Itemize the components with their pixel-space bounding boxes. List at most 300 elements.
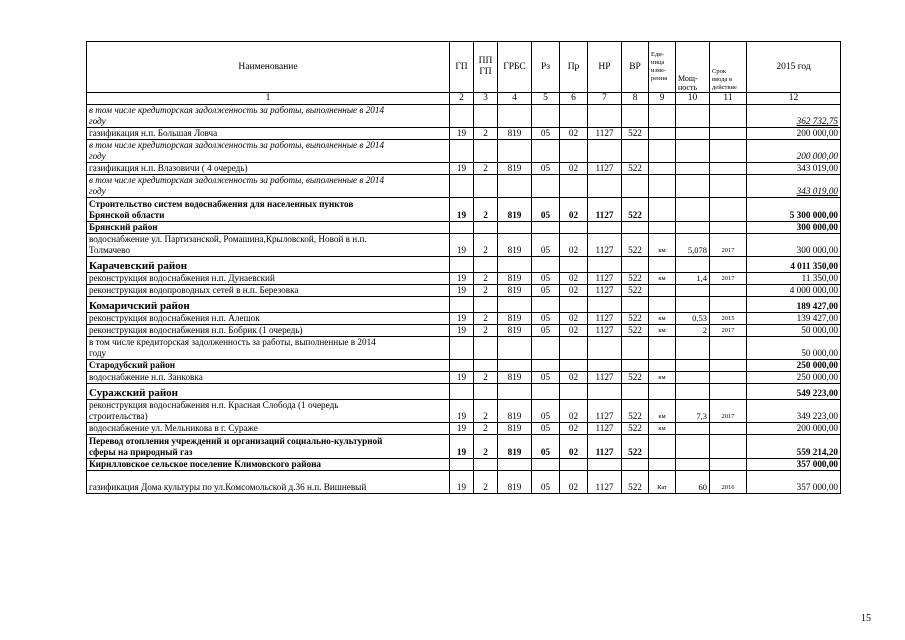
row-gp: 19: [450, 285, 474, 297]
row-gp: [450, 222, 474, 234]
row-rz: 05: [532, 285, 560, 297]
row-ppgp: 2: [474, 128, 498, 140]
row-vr: [622, 297, 649, 313]
row-rz: [532, 459, 560, 471]
row-term: [710, 297, 747, 313]
row-amount: 549 223,00: [747, 384, 841, 400]
row-amount: 559 214,20: [747, 435, 841, 459]
header-term: Срок ввода в действие: [710, 42, 747, 93]
row-rz: 05: [532, 313, 560, 325]
row-amount: 200 000,00: [747, 423, 841, 435]
row-gp: [450, 360, 474, 372]
row-ppgp: 2: [474, 471, 498, 494]
row-gp: 19: [450, 313, 474, 325]
row-rz: [532, 257, 560, 273]
row-nr: 1127: [588, 400, 622, 423]
col-number: 6: [560, 93, 588, 105]
row-ppgp: 2: [474, 285, 498, 297]
row-ppgp: 2: [474, 423, 498, 435]
row-vr: [622, 384, 649, 400]
row-power: 5,078: [676, 234, 710, 257]
row-power: 0,53: [676, 313, 710, 325]
row-ppgp: 2: [474, 400, 498, 423]
row-power: [676, 163, 710, 175]
header-gp: ГП: [450, 42, 474, 93]
row-gp: 19: [450, 273, 474, 285]
row-grbs: [498, 105, 532, 128]
row-unit: км: [649, 325, 676, 337]
row-amount: 349 223,00: [747, 400, 841, 423]
header-pr: Пр: [560, 42, 588, 93]
header-name: Наименование: [87, 42, 450, 93]
row-pr: [560, 297, 588, 313]
row-unit: [649, 435, 676, 459]
row-nr: 1127: [588, 435, 622, 459]
row-term: [710, 435, 747, 459]
row-power: [676, 384, 710, 400]
row-power: [676, 175, 710, 198]
table-row: [87, 384, 841, 400]
row-grbs: 819: [498, 285, 532, 297]
row-grbs: [498, 337, 532, 360]
row-name: Стародубский район: [87, 360, 450, 372]
row-term: [710, 105, 747, 128]
table-row: [87, 163, 841, 175]
row-ppgp: [474, 360, 498, 372]
col-number: 5: [532, 93, 560, 105]
table-row: [87, 435, 841, 459]
row-amount: 200 000,00: [747, 128, 841, 140]
row-grbs: 819: [498, 423, 532, 435]
row-term: [710, 257, 747, 273]
row-amount: 50 000,00: [747, 337, 841, 360]
row-term: [710, 285, 747, 297]
row-rz: 05: [532, 273, 560, 285]
row-unit: [649, 105, 676, 128]
row-ppgp: [474, 257, 498, 273]
row-unit: [649, 163, 676, 175]
row-amount: 11 350,00: [747, 273, 841, 285]
table-row: [87, 297, 841, 313]
row-nr: [588, 384, 622, 400]
row-grbs: 819: [498, 400, 532, 423]
row-rz: 05: [532, 128, 560, 140]
row-rz: 05: [532, 471, 560, 494]
row-name: реконструкция водоснабжения н.п. Красная Слобода (1 очередь строительства): [87, 400, 450, 423]
row-grbs: 819: [498, 128, 532, 140]
row-ppgp: 2: [474, 313, 498, 325]
row-gp: 19: [450, 325, 474, 337]
row-amount: 343 019,00: [747, 175, 841, 198]
row-grbs: 819: [498, 198, 532, 222]
row-pr: [560, 337, 588, 360]
row-grbs: [498, 140, 532, 163]
row-rz: 05: [532, 163, 560, 175]
budget-table: [86, 41, 841, 494]
row-vr: [622, 257, 649, 273]
row-nr: [588, 257, 622, 273]
row-pr: 02: [560, 471, 588, 494]
header-row: [87, 42, 841, 93]
row-unit: [649, 198, 676, 222]
row-gp: 19: [450, 234, 474, 257]
row-gp: [450, 140, 474, 163]
row-vr: [622, 222, 649, 234]
row-power: 1,4: [676, 273, 710, 285]
row-grbs: 819: [498, 435, 532, 459]
row-vr: [622, 360, 649, 372]
col-number: 2: [450, 93, 474, 105]
row-ppgp: 2: [474, 372, 498, 384]
row-rz: 05: [532, 325, 560, 337]
row-term: [710, 128, 747, 140]
row-ppgp: [474, 297, 498, 313]
row-amount: 300 000,00: [747, 234, 841, 257]
row-grbs: 819: [498, 234, 532, 257]
row-unit: км: [649, 234, 676, 257]
row-name: реконструкция водоснабжения н.п. Алешок: [87, 313, 450, 325]
header-ppgp: ПП ГП: [474, 42, 498, 93]
row-term: [710, 163, 747, 175]
table-row: [87, 105, 841, 128]
row-name: газификация н.п. Влазовичи ( 4 очередь): [87, 163, 450, 175]
row-nr: [588, 360, 622, 372]
row-nr: 1127: [588, 273, 622, 285]
col-number: 7: [588, 93, 622, 105]
row-rz: 05: [532, 198, 560, 222]
row-power: [676, 459, 710, 471]
row-ppgp: [474, 175, 498, 198]
row-term: [710, 384, 747, 400]
row-gp: 19: [450, 423, 474, 435]
row-vr: 522: [622, 471, 649, 494]
row-pr: [560, 222, 588, 234]
row-gp: 19: [450, 471, 474, 494]
row-nr: [588, 105, 622, 128]
row-nr: 1127: [588, 325, 622, 337]
row-name: Карачевский район: [87, 257, 450, 273]
table-row: [87, 128, 841, 140]
row-grbs: [498, 222, 532, 234]
row-ppgp: 2: [474, 198, 498, 222]
row-amount: 300 000,00: [747, 222, 841, 234]
row-term: [710, 175, 747, 198]
row-power: [676, 360, 710, 372]
row-name: газификация н.п. Большая Ловча: [87, 128, 450, 140]
row-term: [710, 198, 747, 222]
row-pr: 02: [560, 234, 588, 257]
row-ppgp: [474, 384, 498, 400]
row-pr: [560, 105, 588, 128]
table-row: [87, 337, 841, 360]
row-unit: [649, 384, 676, 400]
row-pr: 02: [560, 128, 588, 140]
header-year: 2015 год: [747, 42, 841, 93]
row-amount: 250 000,00: [747, 372, 841, 384]
row-gp: [450, 459, 474, 471]
row-name: в том числе кредиторская задолженность за работы, выполненные в 2014 году: [87, 337, 450, 360]
table-row: [87, 400, 841, 423]
row-name: Комаричский район: [87, 297, 450, 313]
row-pr: [560, 384, 588, 400]
row-pr: 02: [560, 400, 588, 423]
row-unit: [649, 257, 676, 273]
row-power: [676, 285, 710, 297]
row-unit: [649, 337, 676, 360]
row-vr: [622, 105, 649, 128]
row-nr: [588, 337, 622, 360]
row-unit: км: [649, 273, 676, 285]
col-number: 10: [676, 93, 710, 105]
row-unit: км: [649, 400, 676, 423]
row-grbs: [498, 297, 532, 313]
row-rz: 05: [532, 435, 560, 459]
row-gp: 19: [450, 435, 474, 459]
row-nr: [588, 459, 622, 471]
table-row: [87, 471, 841, 494]
row-pr: [560, 175, 588, 198]
row-grbs: [498, 360, 532, 372]
row-vr: 522: [622, 234, 649, 257]
row-unit: [649, 459, 676, 471]
row-term: [710, 222, 747, 234]
row-pr: [560, 140, 588, 163]
row-gp: [450, 105, 474, 128]
row-vr: 522: [622, 435, 649, 459]
row-unit: [649, 128, 676, 140]
row-amount: 139 427,00: [747, 313, 841, 325]
row-vr: [622, 140, 649, 163]
row-name: газификация Дома культуры по ул.Комсомольской д.36 н.п. Вишневый: [87, 471, 450, 494]
row-rz: [532, 140, 560, 163]
row-name: в том числе кредиторская задолженность за работы, выполненные в 2014 году: [87, 140, 450, 163]
row-nr: [588, 140, 622, 163]
row-rz: [532, 175, 560, 198]
row-rz: [532, 297, 560, 313]
row-ppgp: 2: [474, 163, 498, 175]
row-pr: 02: [560, 285, 588, 297]
row-pr: 02: [560, 372, 588, 384]
row-term: [710, 459, 747, 471]
row-pr: 02: [560, 313, 588, 325]
row-name: реконструкция водопроводных сетей в н.п. Березовка: [87, 285, 450, 297]
row-ppgp: 2: [474, 234, 498, 257]
numbering-row: [87, 93, 841, 105]
row-rz: [532, 337, 560, 360]
row-unit: [649, 140, 676, 163]
row-grbs: [498, 459, 532, 471]
table-row: [87, 360, 841, 372]
row-grbs: 819: [498, 471, 532, 494]
row-term: [710, 337, 747, 360]
table-row: [87, 198, 841, 222]
row-amount: 5 300 000,00: [747, 198, 841, 222]
row-pr: 02: [560, 198, 588, 222]
row-name: Кирилловское сельское поселение Климовского района: [87, 459, 450, 471]
col-number: 8: [622, 93, 649, 105]
row-power: [676, 435, 710, 459]
header-nr: НР: [588, 42, 622, 93]
row-rz: 05: [532, 234, 560, 257]
row-power: [676, 222, 710, 234]
row-amount: 357 000,00: [747, 459, 841, 471]
row-gp: [450, 257, 474, 273]
row-power: 2: [676, 325, 710, 337]
col-number: 4: [498, 93, 532, 105]
row-unit: км: [649, 423, 676, 435]
row-power: [676, 105, 710, 128]
row-term: 2017: [710, 400, 747, 423]
row-vr: [622, 337, 649, 360]
row-vr: 522: [622, 285, 649, 297]
table-row: [87, 313, 841, 325]
row-pr: 02: [560, 423, 588, 435]
row-nr: 1127: [588, 234, 622, 257]
row-amount: 4 000 000,00: [747, 285, 841, 297]
row-grbs: [498, 257, 532, 273]
row-rz: [532, 105, 560, 128]
row-term: [710, 372, 747, 384]
row-term: [710, 360, 747, 372]
row-name: в том числе кредиторская задолженность за работы, выполненные в 2014 году: [87, 175, 450, 198]
row-grbs: 819: [498, 372, 532, 384]
row-power: [676, 198, 710, 222]
row-rz: 05: [532, 400, 560, 423]
row-gp: 19: [450, 198, 474, 222]
row-name: в том числе кредиторская задолженность за работы, выполненные в 2014 году: [87, 105, 450, 128]
row-name: Перевод отопления учреждений и организаций социально-культурной сферы на природный газ: [87, 435, 450, 459]
row-amount: 189 427,00: [747, 297, 841, 313]
row-rz: [532, 384, 560, 400]
row-gp: [450, 337, 474, 360]
row-nr: 1127: [588, 372, 622, 384]
row-pr: 02: [560, 163, 588, 175]
row-pr: 02: [560, 325, 588, 337]
row-pr: [560, 257, 588, 273]
row-nr: 1127: [588, 423, 622, 435]
col-number: 9: [649, 93, 676, 105]
header-rz: Рз: [532, 42, 560, 93]
row-amount: 250 000,00: [747, 360, 841, 372]
row-vr: 522: [622, 372, 649, 384]
row-name: реконструкция водоснабжения н.п. Дунаевский: [87, 273, 450, 285]
row-amount: 362 732,75: [747, 105, 841, 128]
row-unit: [649, 297, 676, 313]
row-name: Брянский район: [87, 222, 450, 234]
row-grbs: 819: [498, 273, 532, 285]
header-grbs: ГРБС: [498, 42, 532, 93]
row-amount: 357 000,00: [747, 471, 841, 494]
row-unit: Кат: [649, 471, 676, 494]
row-vr: 522: [622, 400, 649, 423]
row-power: 60: [676, 471, 710, 494]
row-grbs: 819: [498, 325, 532, 337]
row-gp: 19: [450, 128, 474, 140]
table-row: [87, 257, 841, 273]
row-ppgp: 2: [474, 325, 498, 337]
row-power: [676, 128, 710, 140]
row-nr: 1127: [588, 163, 622, 175]
row-pr: 02: [560, 435, 588, 459]
row-term: 2017: [710, 234, 747, 257]
row-vr: 522: [622, 325, 649, 337]
row-power: [676, 423, 710, 435]
row-unit: [649, 360, 676, 372]
row-amount: 50 000,00: [747, 325, 841, 337]
row-grbs: [498, 384, 532, 400]
row-gp: [450, 175, 474, 198]
row-nr: [588, 175, 622, 198]
row-rz: [532, 360, 560, 372]
row-term: 2017: [710, 273, 747, 285]
row-rz: 05: [532, 372, 560, 384]
row-ppgp: [474, 459, 498, 471]
row-term: 2017: [710, 325, 747, 337]
row-vr: [622, 175, 649, 198]
row-power: 7,3: [676, 400, 710, 423]
row-pr: [560, 459, 588, 471]
row-nr: 1127: [588, 471, 622, 494]
row-nr: 1127: [588, 198, 622, 222]
row-term: [710, 423, 747, 435]
row-power: [676, 372, 710, 384]
row-vr: 522: [622, 198, 649, 222]
row-vr: [622, 459, 649, 471]
row-unit: км: [649, 313, 676, 325]
row-rz: [532, 222, 560, 234]
row-ppgp: [474, 222, 498, 234]
row-nr: 1127: [588, 285, 622, 297]
table-row: [87, 423, 841, 435]
row-unit: км: [649, 372, 676, 384]
row-amount: 200 000,00: [747, 140, 841, 163]
row-grbs: 819: [498, 163, 532, 175]
row-unit: [649, 222, 676, 234]
table-row: [87, 285, 841, 297]
header-unit: Еди- ница изме- рения: [649, 42, 676, 93]
row-rz: 05: [532, 423, 560, 435]
row-pr: [560, 360, 588, 372]
row-vr: 522: [622, 423, 649, 435]
row-nr: [588, 297, 622, 313]
col-number: 1: [87, 93, 450, 105]
table-row: [87, 273, 841, 285]
row-unit: [649, 175, 676, 198]
row-name: реконструкция водоснабжения н.п. Бобрик (1 очередь): [87, 325, 450, 337]
row-ppgp: [474, 105, 498, 128]
row-nr: 1127: [588, 313, 622, 325]
table-row: [87, 459, 841, 471]
row-term: 2016: [710, 471, 747, 494]
row-ppgp: [474, 337, 498, 360]
row-name: Суражский район: [87, 384, 450, 400]
header-vr: ВР: [622, 42, 649, 93]
col-number: 3: [474, 93, 498, 105]
row-amount: 4 011 350,00: [747, 257, 841, 273]
row-vr: 522: [622, 128, 649, 140]
row-name: водоснабжение ул. Партизанской, Ромашина,Крыловской, Новой в н.п. Толмачево: [87, 234, 450, 257]
row-nr: [588, 222, 622, 234]
row-ppgp: 2: [474, 435, 498, 459]
row-power: [676, 297, 710, 313]
row-power: [676, 140, 710, 163]
row-power: [676, 337, 710, 360]
row-name: водоснабжение н.п. Занковка: [87, 372, 450, 384]
header-power: Мощ- ность: [676, 42, 710, 93]
table-row: [87, 372, 841, 384]
row-name: водоснабжение ул. Мельникова в г. Сураже: [87, 423, 450, 435]
row-vr: 522: [622, 313, 649, 325]
